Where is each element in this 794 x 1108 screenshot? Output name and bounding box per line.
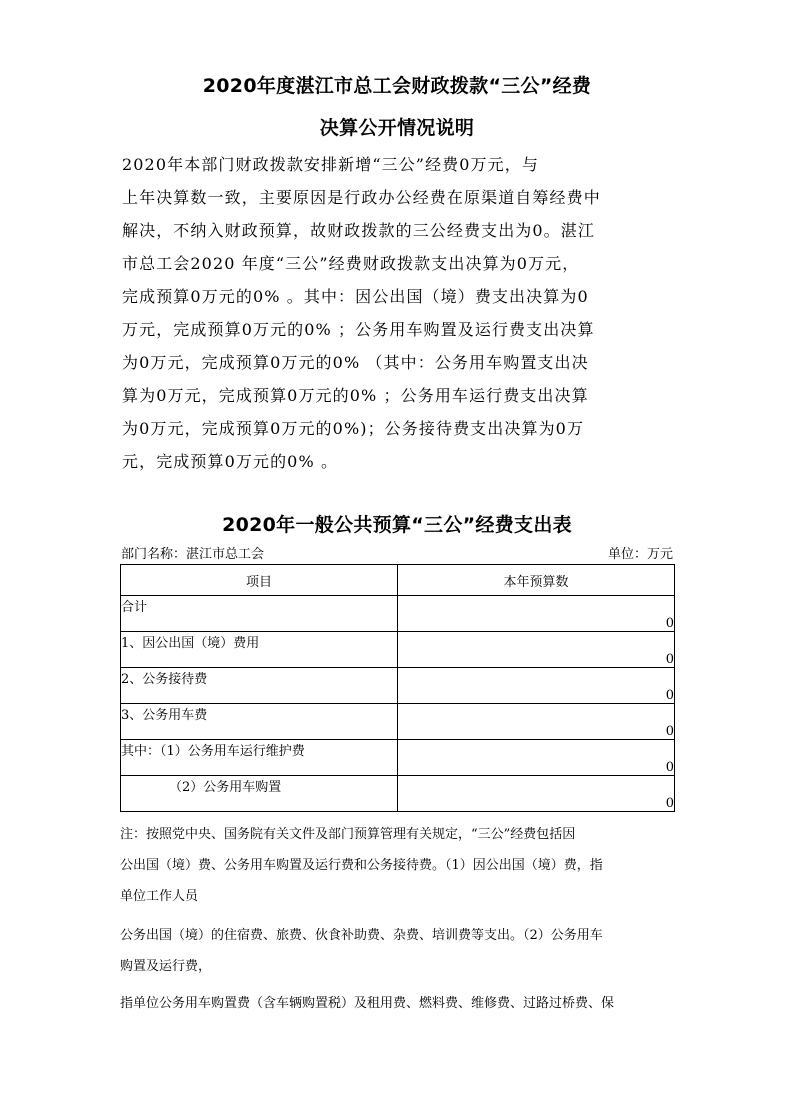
paragraph-line: 算为0万元，完成预算0万元的0% ；公务用车运行费支出决算 <box>122 386 589 405</box>
document-title-line2: 决算公开情况说明 <box>319 117 475 139</box>
paragraph-line: 元，完成预算0万元的0% 。 <box>122 452 339 471</box>
column-header-budget: 本年预算数 <box>398 565 675 596</box>
paragraph-line: 为0万元，完成预算0万元的0% （其中：公务用车购置支出决 <box>122 353 589 372</box>
row-value: 0 <box>398 596 675 632</box>
paragraph-line: 为0万元，完成预算0万元的0%)；公务接待费支出决算为0万 <box>122 419 585 438</box>
table-title: 2020年一般公共预算“三公”经费支出表 <box>222 514 572 536</box>
row-value: 0 <box>398 776 675 812</box>
paragraph-line: 2020年本部门财政拨款安排新增“三公”经费0万元，与 <box>122 155 539 174</box>
footnote-line: 单位工作人员 <box>120 889 199 904</box>
paragraph-line: 万元，完成预算0万元的0% ；公务用车购置及运行费支出决算 <box>122 320 595 339</box>
paragraph-line: 解决，不纳入财政预算，故财政拨款的三公经费支出为0。湛江 <box>122 221 595 240</box>
table-row <box>121 776 675 812</box>
row-value: 0 <box>398 632 675 668</box>
table-row <box>121 704 675 740</box>
paragraph-line: 完成预算0万元的0% 。其中：因公出国（境）费支出决算为0 <box>122 287 589 306</box>
row-item: 3、公务用车费 <box>121 704 398 740</box>
footnote-line: 购置及运行费， <box>120 959 212 974</box>
footnote-line: 公出国（境）费、公务用车购置及运行费和公务接待费。（1）因公出国（境）费，指 <box>120 858 603 873</box>
department-name: 部门名称：湛江市总工会 <box>121 547 265 562</box>
three-public-expenses-table <box>120 564 675 812</box>
footnote-line: 公务出国（境）的住宿费、旅费、伙食补助费、杂费、培训费等支出。（2）公务用车 <box>120 928 603 943</box>
paragraph-line: 市总工会2020 年度“三公”经费财政拨款支出决算为0万元， <box>122 254 580 273</box>
table-row <box>121 668 675 704</box>
table-row <box>121 596 675 632</box>
column-header-item: 项目 <box>121 565 398 596</box>
footnote-line: 指单位公务用车购置费（含车辆购置税）及租用费、燃料费、维修费、过路过桥费、保 <box>120 996 615 1011</box>
row-value: 0 <box>398 704 675 740</box>
footnote-line: 注：按照党中央、国务院有关文件及部门预算管理有关规定，“三公”经费包括因 <box>120 827 576 842</box>
table-row <box>121 740 675 776</box>
row-value: 0 <box>398 668 675 704</box>
unit-label: 单位：万元 <box>607 547 673 562</box>
row-item: 合计 <box>121 596 398 632</box>
row-item: 其中：（1）公务用车运行维护费 <box>121 740 398 776</box>
row-item: 1、因公出国（境）费用 <box>121 632 398 668</box>
table-row <box>121 632 675 668</box>
row-item: 2、公务接待费 <box>121 668 398 704</box>
table-header-row <box>121 565 675 596</box>
paragraph-line: 上年决算数一致，主要原因是行政办公经费在原渠道自筹经费中 <box>122 188 601 207</box>
document-title-line1: 2020年度湛江市总工会财政拨款“三公”经费 <box>202 75 592 97</box>
row-value: 0 <box>398 740 675 776</box>
row-item: （2）公务用车购置 <box>121 776 398 812</box>
